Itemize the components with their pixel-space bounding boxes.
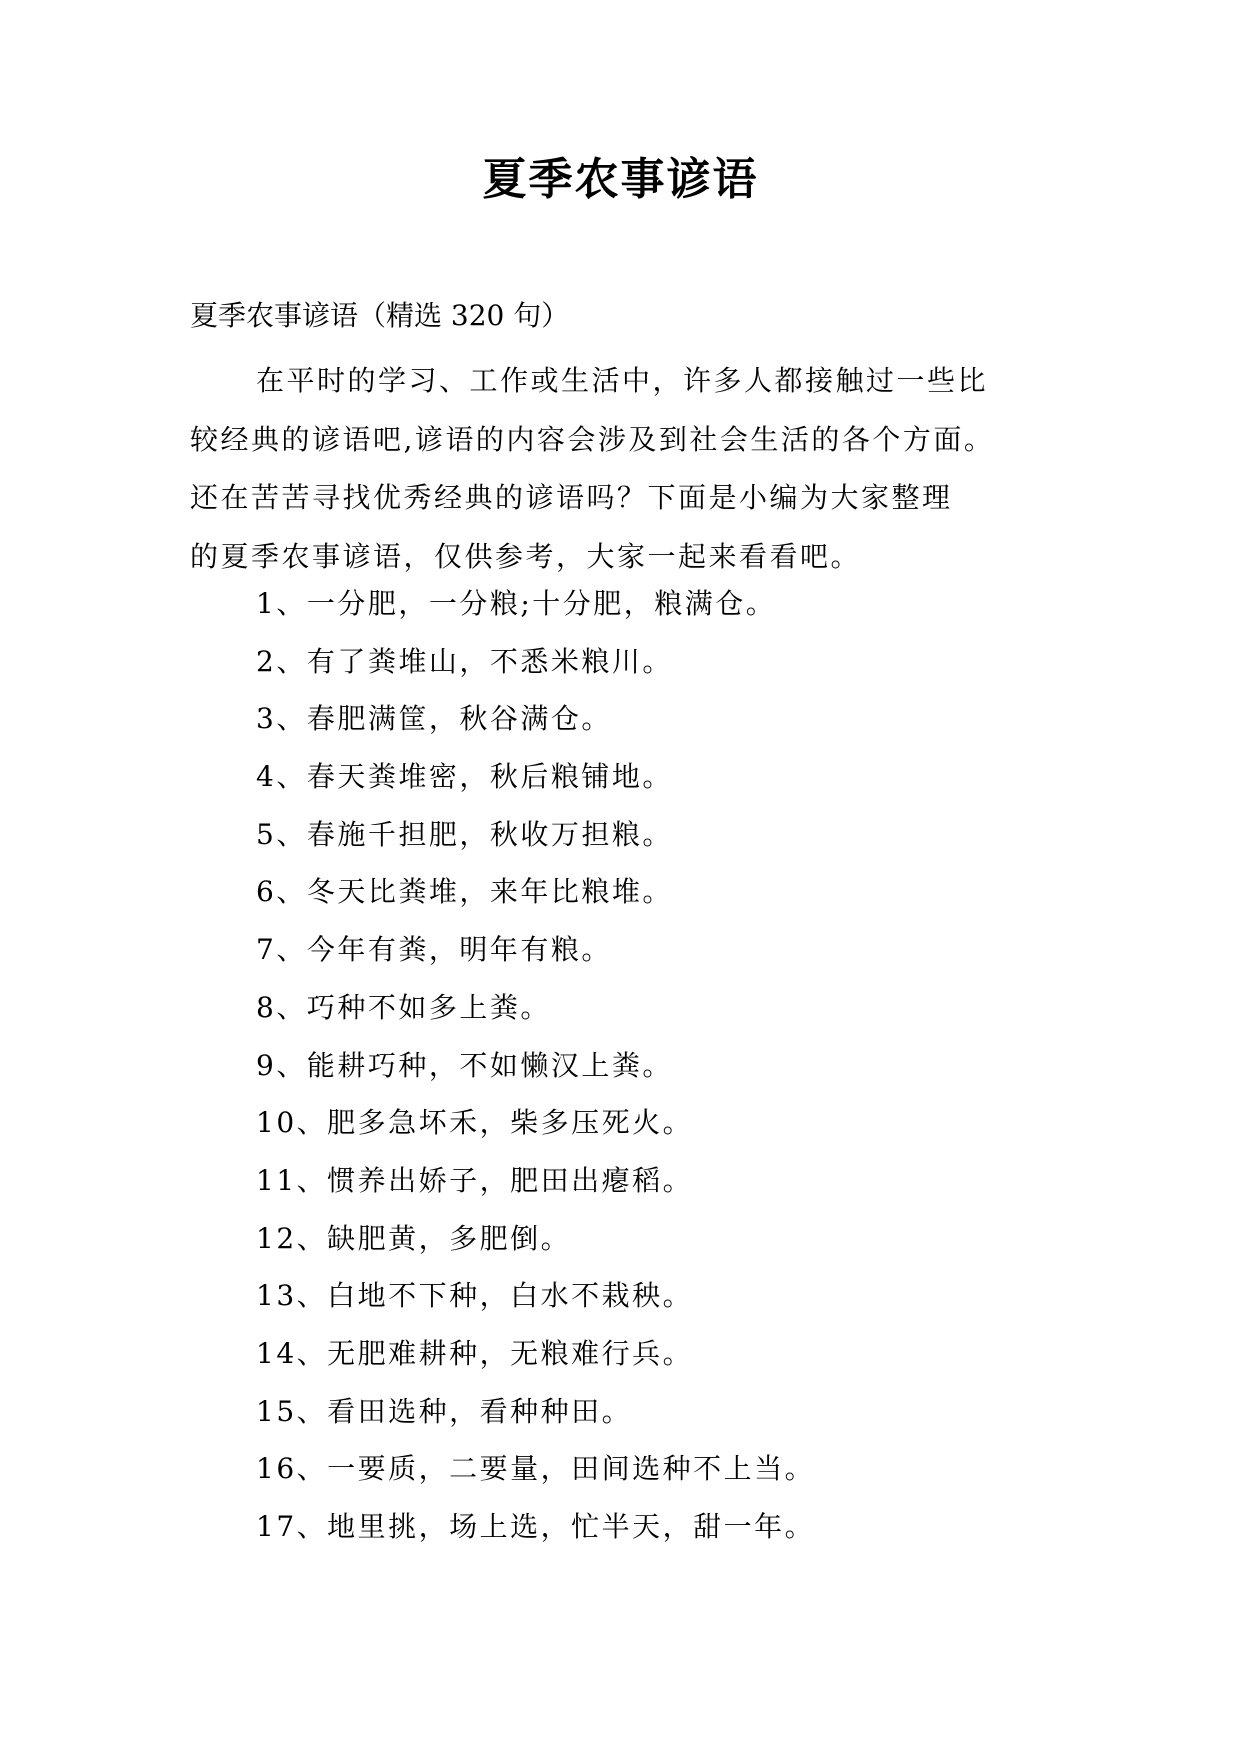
proverb-list [256, 584, 815, 1565]
proverb-item: 10、肥多急坏禾，柴多压死火。 [256, 1106, 694, 1140]
proverb-item: 14、无肥难耕种，无粮难行兵。 [256, 1336, 694, 1370]
proverb-item: 8、巧种不如多上粪。 [256, 990, 551, 1024]
intro-line: 在平时的学习、工作或生活中，许多人都接触过一些比 [256, 364, 989, 397]
proverb-item: 12、缺肥黄，多肥倒。 [256, 1221, 572, 1255]
proverb-item: 3、春肥满筐，秋谷满仓。 [256, 702, 612, 736]
proverb-item: 9、能耕巧种，不如懒汉上粪。 [256, 1048, 673, 1082]
proverb-item: 15、看田选种，看种种田。 [256, 1394, 633, 1428]
proverb-item: 1、一分肥，一分粮;十分肥，粮满仓。 [256, 587, 777, 620]
proverb-item: 17、地里挑，场上选，忙半天，甜一年。 [256, 1510, 816, 1543]
proverb-item: 7、今年有粪，明年有粮。 [256, 933, 612, 967]
document-title: 夏季农事谚语 [482, 154, 759, 205]
proverb-item: 6、冬天比粪堆，来年比粮堆。 [256, 875, 673, 909]
proverb-item: 4、春天粪堆密，秋后粮铺地。 [256, 760, 673, 794]
proverb-item: 2、有了粪堆山，不悉米粮川。 [256, 644, 673, 678]
intro-line: 较经典的谚语吧,谚语的内容会涉及到社会生活的各个方面。 [190, 422, 995, 456]
proverb-item: 11、惯养出娇子，肥田出瘪稻。 [256, 1163, 694, 1197]
intro-line: 的夏季农事谚语，仅供参考，大家一起来看看吧。 [190, 539, 862, 573]
intro-paragraph [190, 352, 1060, 586]
proverb-item: 13、白地不下种，白水不栽秧。 [256, 1279, 694, 1313]
proverb-item: 5、春施千担肥，秋收万担粮。 [256, 817, 673, 851]
intro-line: 还在苦苦寻找优秀经典的谚语吗？下面是小编为大家整理 [190, 481, 953, 514]
document-subtitle: 夏季农事谚语（精选 320 句） [190, 299, 570, 332]
proverb-item: 16、一要质，二要量，田间选种不上当。 [256, 1452, 816, 1486]
